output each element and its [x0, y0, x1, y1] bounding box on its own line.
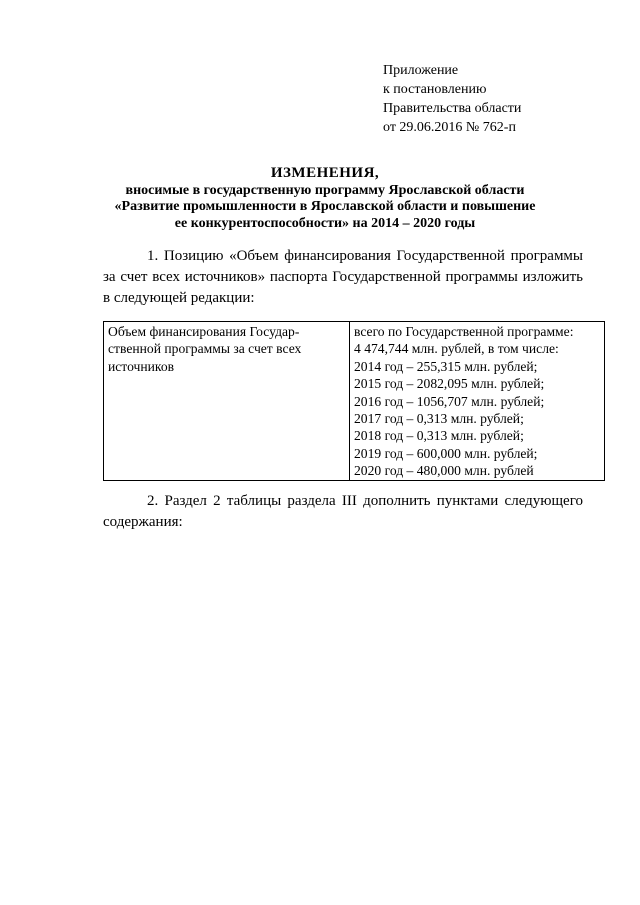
paragraph-2: 2. Раздел 2 таблицы раздела III дополнить пунктами следующего содержания:	[103, 493, 583, 531]
table-row	[104, 322, 605, 481]
financing-line: 2018 год – 0,313 млн. рублей;	[354, 428, 524, 444]
financing-line: 2014 год – 255,315 млн. рублей;	[354, 358, 538, 374]
paragraph-1: 1. Позицию «Объем финансирования Государственной программы за счет всех источников» паспорта Государственной программы изложить в следующей редакции:	[103, 248, 583, 307]
appendix-line: Правительства области	[383, 101, 522, 116]
financing-line: 2017 год – 0,313 млн. рублей;	[354, 411, 524, 427]
appendix-line: от 29.06.2016 № 762-п	[383, 120, 516, 135]
title-line: «Развитие промышленности в Ярославской области и повышение	[114, 199, 536, 215]
financing-line: 2019 год – 600,000 млн. рублей;	[354, 445, 538, 461]
document-title	[90, 165, 560, 233]
financing-line: 4 474,744 млн. рублей, в том числе:	[354, 341, 559, 357]
financing-label-cell: Объем финансирования Государ-ственной программы за счет всех источников	[104, 322, 350, 481]
appendix-line: Приложение	[383, 63, 459, 78]
title-line: ее конкурентоспособности» на 2014 – 2020 годы	[174, 216, 476, 232]
title-line: вносимые в государственную программу Ярославской области	[125, 182, 525, 198]
financing-values-cell	[350, 322, 605, 481]
financing-line: 2020 год – 480,000 млн. рублей	[354, 463, 534, 479]
financing-line: 2016 год – 1056,707 млн. рублей;	[354, 393, 545, 409]
financing-table	[103, 321, 605, 481]
appendix-block	[383, 61, 521, 137]
appendix-line: к постановлению	[383, 82, 487, 97]
title-heading: ИЗМЕНЕНИЯ,	[270, 165, 380, 181]
financing-line: 2015 год – 2082,095 млн. рублей;	[354, 376, 545, 392]
financing-line: всего по Государственной программе:	[354, 324, 574, 339]
